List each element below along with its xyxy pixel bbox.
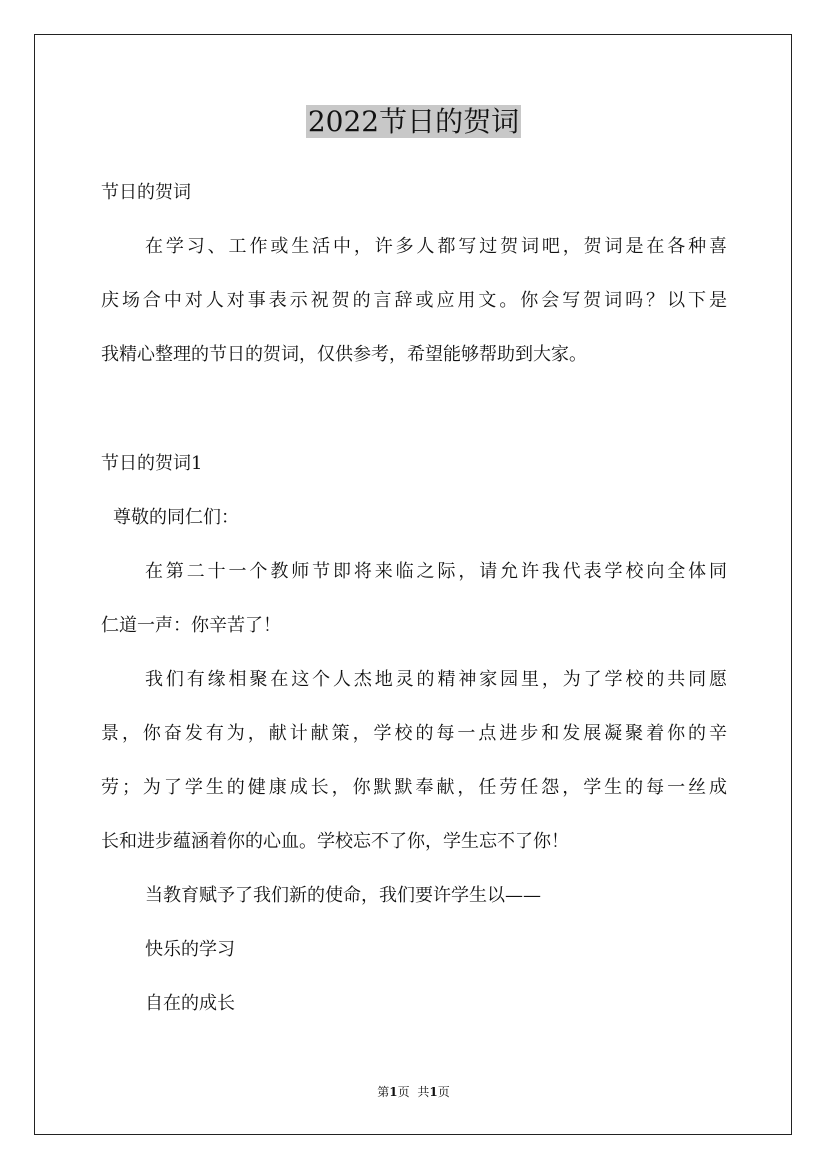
- verse-line-1: 快乐的学习: [145, 939, 235, 960]
- intro-line-3: 我精心整理的节日的贺词，仅供参考，希望能够帮助到大家。: [101, 344, 587, 365]
- paragraph-2-line-2: 景，你奋发有为，献计献策，学校的每一点进步和发展凝聚着你的辛: [101, 723, 727, 744]
- paragraph-3: 当教育赋予了我们新的使命，我们要许学生以——: [145, 885, 541, 906]
- footer-prefix: 第: [377, 1085, 390, 1099]
- paragraph-2-line-4: 长和进步蕴涵着你的心血。学校忘不了你，学生忘不了你！: [101, 831, 569, 852]
- intro-line-2: 庆场合中对人对事表示祝贺的言辞或应用文。你会写贺词吗？以下是: [101, 290, 727, 311]
- document-title: [0, 104, 827, 140]
- page-footer: [0, 1084, 827, 1100]
- footer-total-suffix: 页: [437, 1085, 450, 1099]
- intro-line-1: 在学习、工作或生活中，许多人都写过贺词吧，贺词是在各种喜: [145, 236, 727, 257]
- footer-total-pages: 1: [429, 1085, 438, 1099]
- salutation: 尊敬的同仁们：: [113, 507, 239, 528]
- section-heading: 节日的贺词1: [101, 453, 203, 474]
- footer-page-suffix: 页: [397, 1085, 410, 1099]
- document-subtitle: 节日的贺词: [101, 182, 191, 203]
- footer-page-number: 1: [389, 1085, 398, 1099]
- footer-total-prefix: 共: [417, 1085, 430, 1099]
- paragraph-2-line-3: 劳；为了学生的健康成长，你默默奉献，任劳任怨，学生的每一丝成: [101, 777, 727, 798]
- paragraph-2-line-1: 我们有缘相聚在这个人杰地灵的精神家园里，为了学校的共同愿: [145, 669, 727, 690]
- verse-line-2: 自在的成长: [145, 993, 235, 1014]
- paragraph-1-line-2: 仁道一声：你辛苦了！: [101, 615, 281, 636]
- paragraph-1-line-1: 在第二十一个教师节即将来临之际，请允许我代表学校向全体同: [145, 561, 727, 582]
- document-title-text: 2022节日的贺词: [307, 105, 520, 138]
